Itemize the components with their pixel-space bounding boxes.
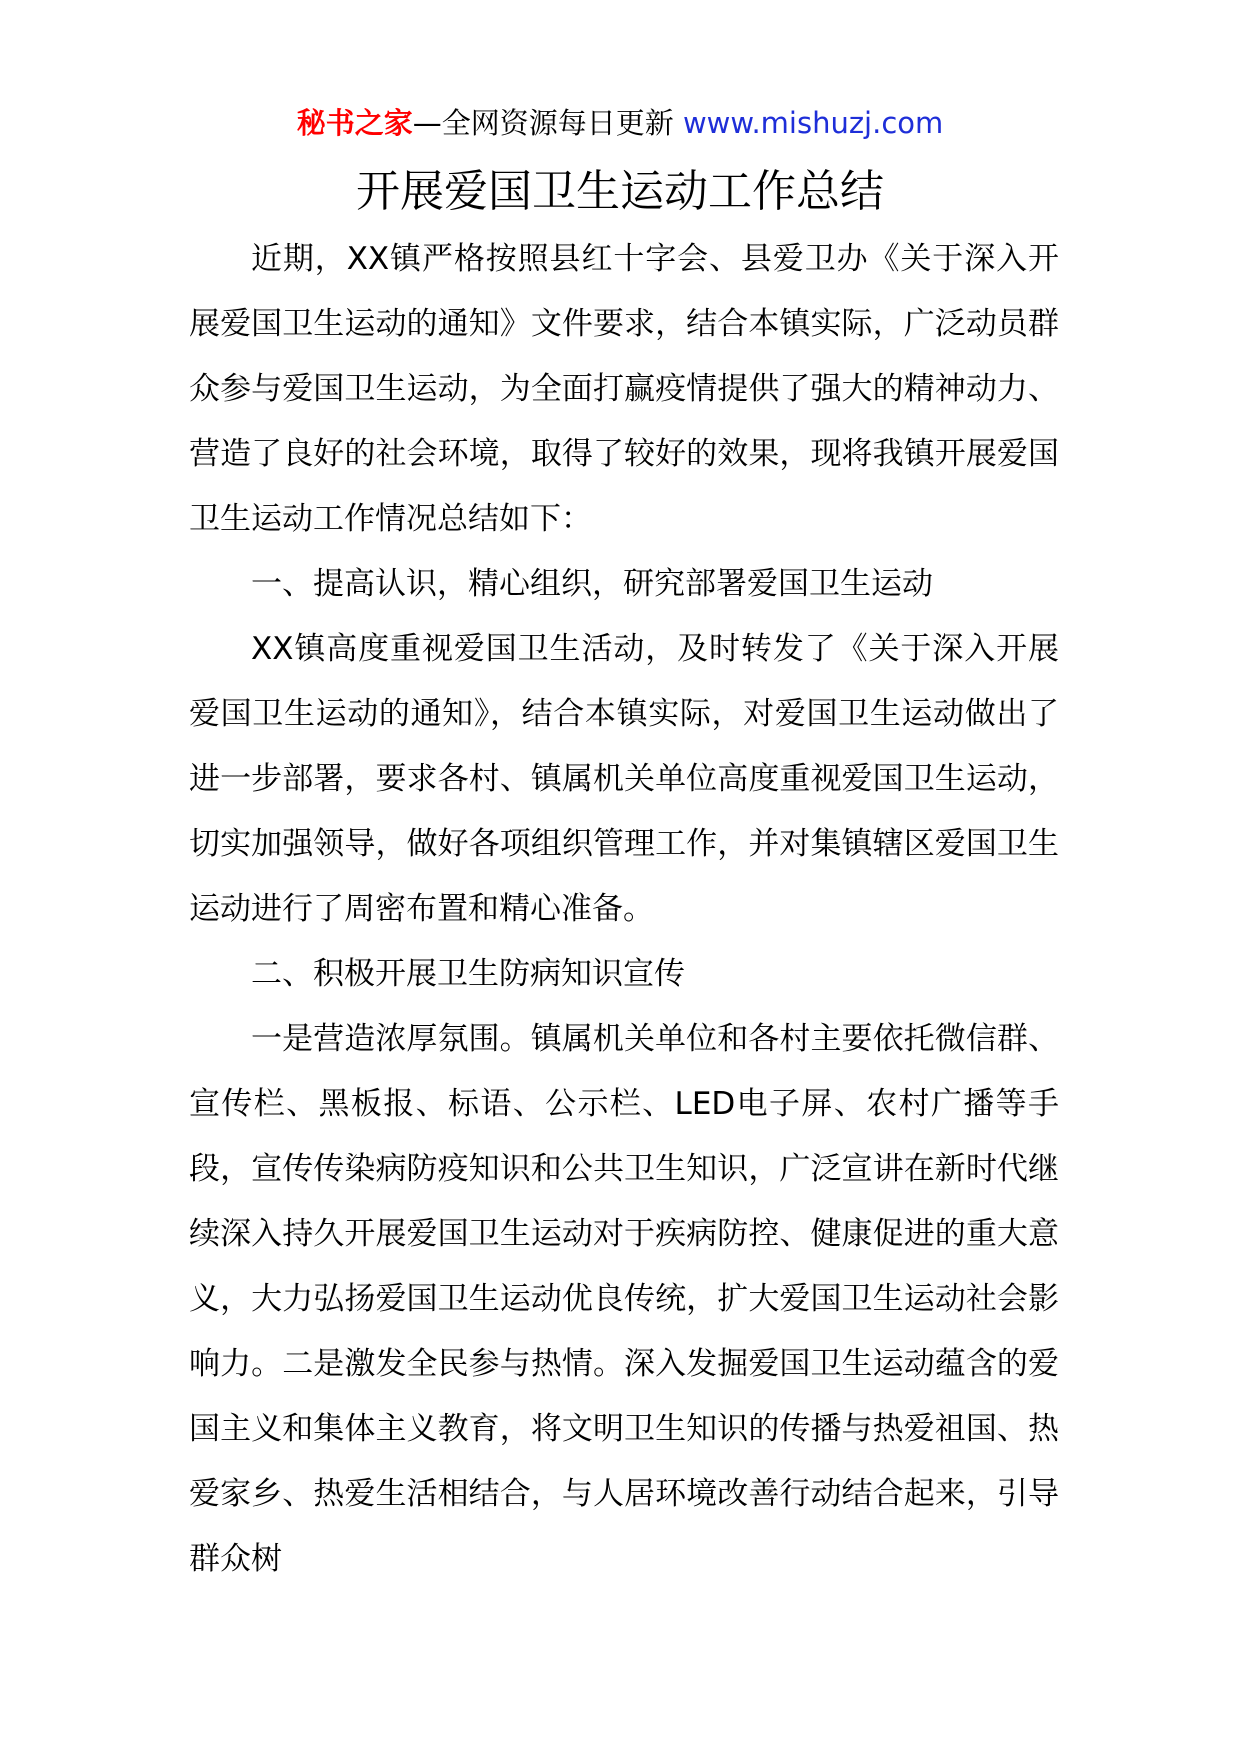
header-slogan: —全网资源每日更新 [412,106,674,140]
site-url-link[interactable]: www.mishuzj.com [682,106,944,140]
paragraph-section-2: 一是营造浓厚氛围。镇属机关单位和各村主要依托微信群、宣传栏、黑板报、标语、公示栏、LED电子屏、农村广播等手段，宣传传染病防疫知识和公共卫生知识，广泛宣讲在新时代继续深入持久开展爱国卫生运动对于疾病防控、健康促进的重大意义，大力弘扬爱国卫生运动优良传统，扩大爱国卫生运动社会影响力。二是激发全民参与热情。深入发掘爱国卫生运动蕴含的爱国主义和集体主义教育，将文明卫生知识的传播与热爱祖国、热爱家乡、热爱生活相结合，与人居环境改善行动结合起来，引导群众树 [189,1021,1059,1577]
brand-name: 秘书之家 [296,106,413,140]
paragraph-section-1: XX镇高度重视爱国卫生活动，及时转发了《关于深入开展爱国卫生运动的通知》，结合本镇实际，对爱国卫生运动做出了进一步部署，要求各村、镇属机关单位高度重视爱国卫生运动，切实加强领导，做好各项组织管理工作，并对集镇辖区爱国卫生运动进行了周密布置和精心准备。 [189,631,1059,927]
section-heading-1: 一、提高认识，精心组织，研究部署爱国卫生运动 [251,566,933,602]
document-title: 开展爱国卫生运动工作总结 [356,166,884,217]
site-header [0,98,1240,148]
document-body [189,227,1059,1592]
paragraph-intro: 近期，XX镇严格按照县红十字会、县爱卫办《关于深入开展爱国卫生运动的通知》文件要求，结合本镇实际，广泛动员群众参与爱国卫生运动，为全面打赢疫情提供了强大的精神动力、营造了良好的社会环境，取得了较好的效果，现将我镇开展爱国卫生运动工作情况总结如下： [189,241,1059,537]
section-heading-2: 二、积极开展卫生防病知识宣传 [251,956,685,992]
